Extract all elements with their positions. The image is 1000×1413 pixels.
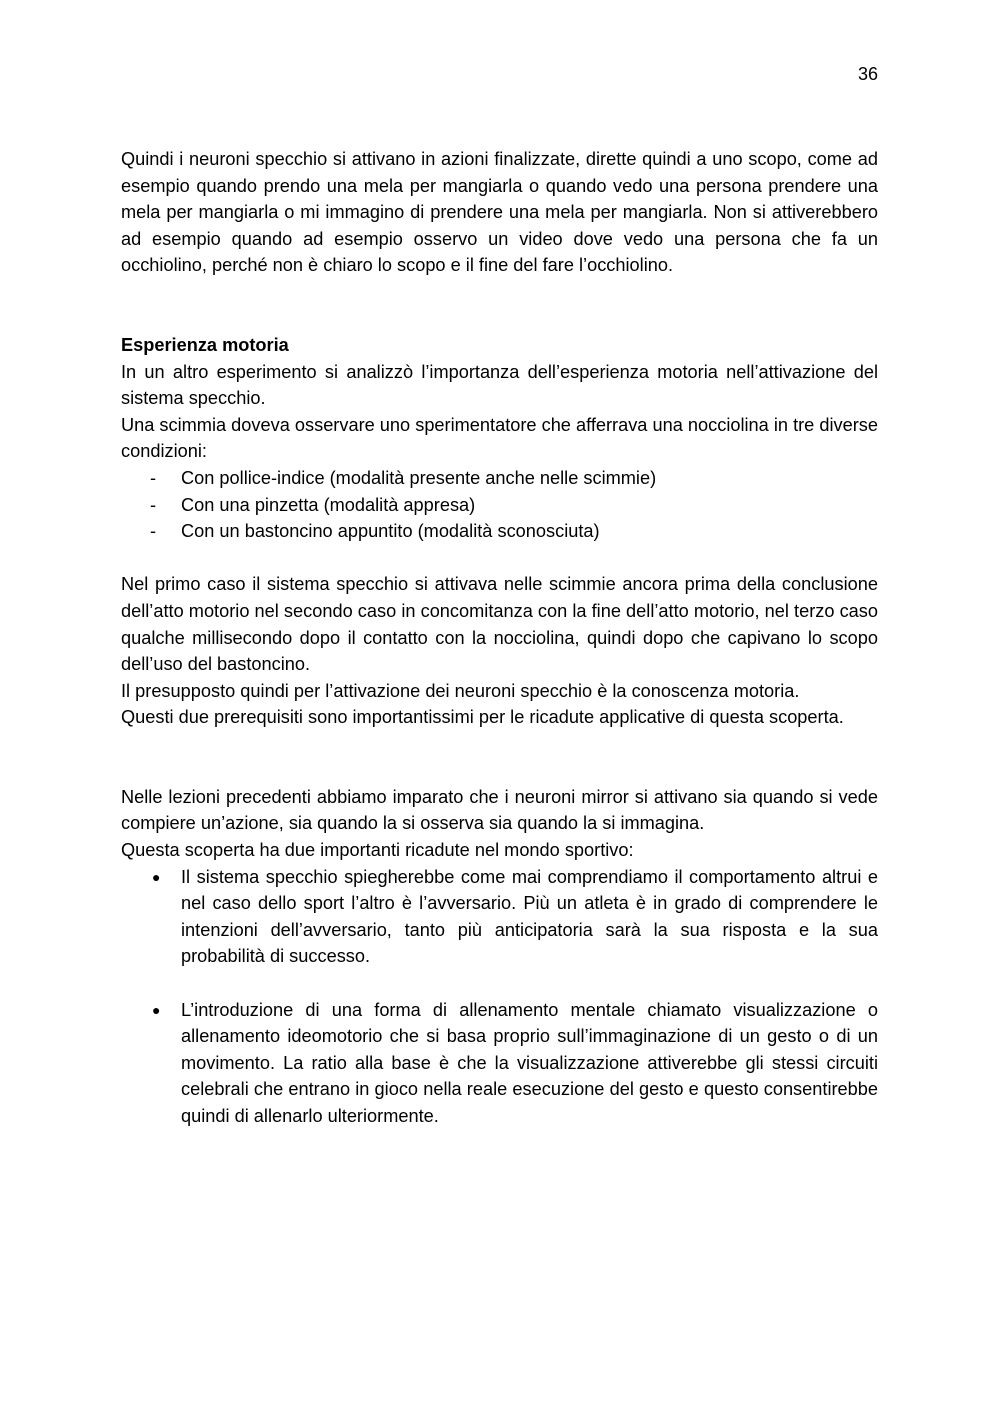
list-item-text: Con pollice-indice (modalità presente anche nelle scimmie) [181,467,657,488]
document-body [121,146,878,1130]
list-item-text: Il sistema specchio spiegherebbe come mai comprendiamo il comportamento altrui e nel caso dello sport l’altro è l’avversario. Più un atleta è in grado di comprendere le intenzioni dell’avversario, tanto più anticipatoria sarà la sua risposta e la sua probabilità di successo. [181,866,878,967]
spacer [121,731,878,784]
bullet-marker: ● [152,1001,161,1018]
section-heading: Esperienza motoria [121,334,289,355]
list-item [121,997,878,1130]
impacts-list [121,864,878,1130]
conditions-list [121,465,878,545]
list-item [121,465,878,492]
spacer [121,279,878,332]
section-paragraph-4: Il presupposto quindi per l’attivazione dei neuroni specchio è la conoscenza motoria. [121,680,800,701]
list-item [121,518,878,545]
closing-paragraph-2: Questa scoperta ha due importanti ricadute nel mondo sportivo: [121,840,634,861]
page-number: 36 [857,64,878,84]
closing-paragraph-1: Nelle lezioni precedenti abbiamo imparato che i neuroni mirror si attivano sia quando si vede compiere un’azione, sia quando la si osserva sia quando la si immagina. [121,786,878,834]
bullet-marker: ● [152,868,161,885]
spacer [121,970,878,997]
section-paragraph-1: In un altro esperimento si analizzò l’importanza dell’esperienza motoria nell’attivazione del sistema specchio. [121,361,878,409]
list-item-text: L’introduzione di una forma di allenamento mentale chiamato visualizzazione o allenamento ideomotorio che si basa proprio sull’immaginazione di un gesto o di un movimento. La ratio alla base è che la visualizzazione attiverebbe gli stessi circuiti celebrali che entrano in gioco nella reale esecuzione del gesto e questo consentirebbe quindi di allenarlo ulteriormente. [181,999,878,1126]
list-item [121,864,878,970]
section-paragraph-5: Questi due prerequisiti sono importantissimi per le ricadute applicative di questa scoperta. [121,707,844,728]
list-item-text: Con un bastoncino appuntito (modalità sconosciuta) [181,521,600,542]
list-item [121,492,878,519]
dash-marker: - [150,467,157,488]
section-paragraph-2: Una scimmia doveva osservare uno sperimentatore che afferrava una nocciolina in tre diverse condizioni: [121,414,878,462]
list-item-text: Con una pinzetta (modalità appresa) [181,494,476,515]
spacer [121,545,878,572]
dash-marker: - [150,521,157,542]
section-paragraph-3: Nel primo caso il sistema specchio si attivava nelle scimmie ancora prima della conclusione dell’atto motorio nel secondo caso in concomitanza con la fine dell’atto motorio, nel terzo caso qualche millisecondo dopo il contatto con la nocciolina, quindi dopo che capivano lo scopo dell’uso del bastoncino. [121,574,878,675]
intro-paragraph: Quindi i neuroni specchio si attivano in azioni finalizzate, dirette quindi a uno scopo, come ad esempio quando prendo una mela per mangiarla o quando vedo una persona prendere una mela per mangiarla o mi immagino di prendere una mela per mangiarla. Non si attiverebbero ad esempio quando ad esempio osservo un video dove vedo una persona che fa un occhiolino, perché non è chiaro lo scopo e il fine del fare l’occhiolino. [121,149,878,276]
dash-marker: - [150,494,157,515]
